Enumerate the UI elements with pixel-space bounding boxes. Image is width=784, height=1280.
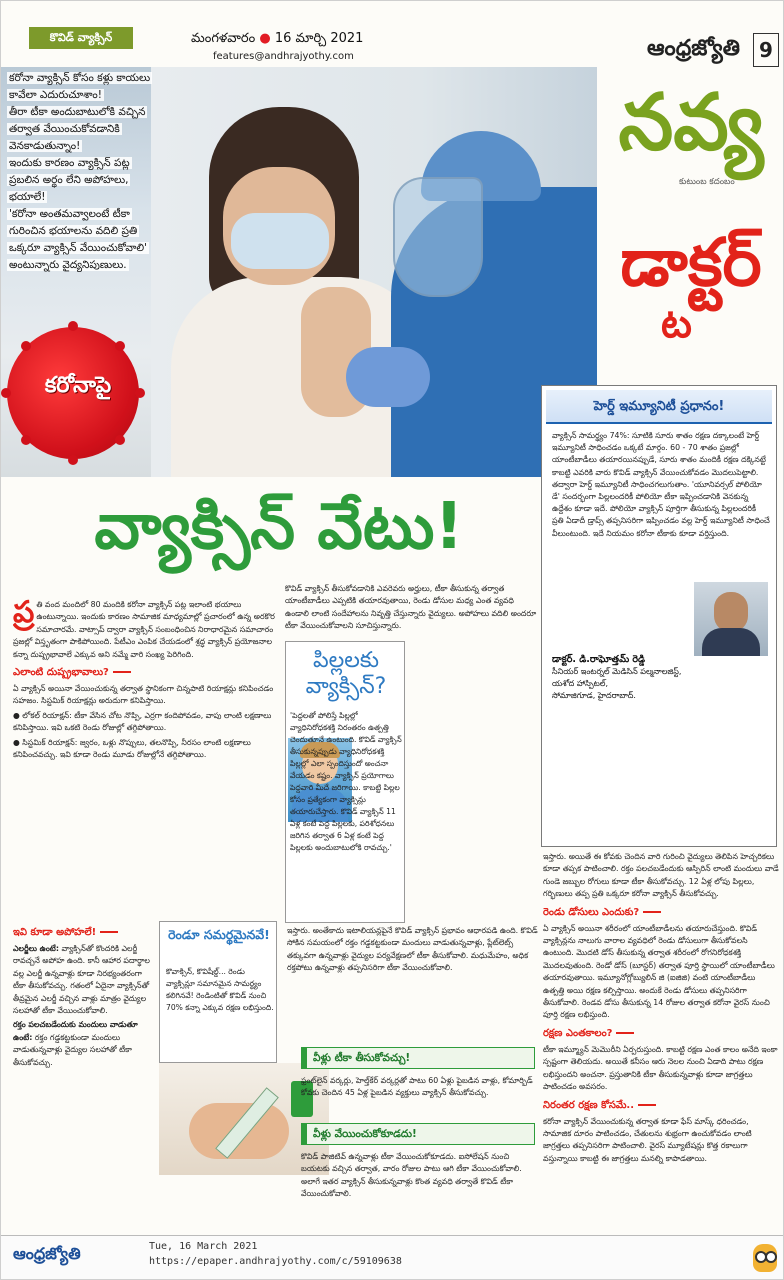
intro-left-text: తి వంద మందిలో 80 మందికి కరోనా వ్యాక్సిన్ పట్ల ఇలాంటి భయాలు ఉంటున్నాయి. ఇందుకు కారణం సామాజిక మాధ్యమాల్లో ప్రచారంలో ఉన్న అరకొర సమాచారమే. వాట్సాప్ ద్వారా వ్యాక్సిన్ సంబంధించిన నిరాధారమైన సమాచారం ప్రజల్లో విస్తృతంగా పాకిపోయింది. పేటీఎం ఎంపిక చేయడంలో శ్రద్ధ వ్యాక్సిన్ ప్రయోజనాల కన్నా దుష్ప్రభావాలే ఎక్కువ అని నమ్మే వారి సంఖ్య పెరిగింది. (13, 600, 275, 659)
allergy-title: ఎలర్జీలు ఉంటే: (13, 944, 59, 953)
kids-box-title: పిల్లలకు వ్యాక్సిన్? (305, 648, 387, 699)
author-role: సీనియర్ ఇంటర్నల్ మెడిసిన్ పల్మనాలజిస్ట్, (552, 667, 682, 676)
left-column: ప్ర తి వంద మందిలో 80 మందికి కరోనా వ్యాక్సిన్ పట్ల ఇలాంటి భయాలు ఉంటున్నాయి. ఇందుకు కారణం సామాజిక మాధ్యమాల్లో ప్రచారంలో ఉన్న అరకొర సమాచారమే. వాట్సాప్ ద్వారా వ్యాక్సిన్ సంబంధించిన నిరాధారమైన సమాచారం ప్రజల్లో విస్తృతంగా పాకిపోయింది. పేటీఎం ఎంపిక చేయడంలో శ్రద్ధ వ్యాక్సిన్ ప్రయోజనాల కన్నా దుష్ప్రభావాలే ఎక్కువ అని నమ్మే వారి సంఖ్య పెరిగింది. ఎలాంటి దుష్ప్రభావాలు? ఏ వ్యాక్సిన్ అయినా వేయించుకున్న తర్వాత స్థానికంగా చిన్నపాటి రియాక్షన్లు కనిపించడం సహజం. సిస్టమిక్ రియాక్షన్లు అరుదుగా కనిపిస్తాయి. ● లోకల్ రియాక్షన్: టీకా వేసిన చోట నొప్పి, ఎర్రగా కందిపోవడం, వాపు లాంటి లక్షణాలు కనిపిస్తాయి. ఇవి ఒకటి రెండు రోజుల్లో తగ్గిపోతాయి. ● సిస్టమిక్ రియాక్షన్: జ్వరం, ఒళ్లు నొప్పులు, తలనొప్పి, నీరసం లాంటి లక్షణాలు కనిపించవచ్చు. ఇవి కూడా రెండు మూడు రోజుల్లోనే తగ్గిపోతాయి. (13, 599, 281, 917)
subhead-protection: రక్షణ ఎంతకాలం? (543, 1026, 779, 1042)
vaccines-equal-title: రెండూ సమర్థమైనవే! (168, 927, 270, 942)
kids-vaccine-box (285, 641, 405, 923)
hero-line: భయాలే! (9, 191, 46, 203)
bullet-icon: ● (259, 31, 271, 46)
virus-label: కరోనాపై (44, 373, 112, 398)
subhead-continuous: నిరంతర రక్షణ కోసమే.. (543, 1098, 779, 1114)
footer-date: Tue, 16 March 2021 (149, 1241, 258, 1252)
section-tag: కొవిడ్ వ్యాక్సిన్ (29, 27, 133, 49)
footer-bar (1, 1235, 784, 1280)
hero-line: ప్రబలిన అర్థం లేని అపోహలు, (9, 174, 129, 186)
subhead-reactions: ఎలాంటి దుష్ప్రభావాలు? (13, 665, 281, 681)
continuous-text: కరోనా వ్యాక్సిన్ వేయించుకున్న తర్వాత కూడా ఫేస్ మాస్క్ ధరించడం, సామాజిక దూరం పాటించడం, చేతులను శుభ్రంగా ఉంచుకోవడం లాంటి జాగ్రత్తలు తప్పనిసరిగా పాటించాలి. వైరస్ మ్యూటేషన్లు కొత్త రకాలుగా వస్తున్నాయి కాబట్టి ఈ జాగ్రత్తలు మనల్ని కాపాడతాయి. (543, 1116, 752, 1163)
middle-text: ఇస్తారు. అంతేకాదు ఇటాలియన్లపైనే కొవిడ్ వ్యాక్సిన్ ప్రభావం ఆధారపడి ఉంది. కొవిడ్ సోకిన సమయంలో రక్తం గడ్డకట్టకుండా మందులు వాడుతున్నవాళ్లు, ప్లేట్‌లెట్స్ తక్కువగా ఉన్నవాళ్లు వైద్యుల పర్యవేక్షణలో టీకా తీసుకోవాలి. మధుమేహం, అధిక రక్తపోటు ఉన్నవాళ్లు తప్పనిసరిగా టీకా వేయించుకోవాలి. (287, 926, 538, 973)
kids-box-body: 'పెద్దలతో పోలిస్తే పిల్లల్లో వ్యాధినిరోధకశక్తి నిరంతరం ఉత్పత్తి చెందుతూనే ఉంటుంది. కొవిడ్ వ్యాక్సిన్ తీసుకున్నప్పుడు వ్యాధినిరోధకశక్తి పిల్లల్లో ఎలా స్పందిస్తుందో అంచనా వేయడం కష్టం. వ్యాక్సిన్ ప్రయోగాలు పెద్దవారి మీదే జరిగాయి. కాబట్టి పిల్లల కోసం ప్రత్యేకంగా వ్యాక్సిన్లు తయారుచేస్తారు. కొవిడ్ వ్యాక్సిన్ 11 ఏళ్ల కంటే పెద్ద పిల్లలకు, పరిశోధనలు జరిగిన తర్వాత 6 ఏళ్ల కంటే పెద్ద పిల్లలకు అందుబాటులోకి రావచ్చు.' (290, 711, 402, 852)
bp-text: రక్తం గడ్డకట్టకుండా మందులు వాడుతున్నవాళ్లు వైద్యుల సలహాతో టీకా తీసుకోవచ్చు. (13, 1032, 132, 1067)
section-subtitle: కుటుంబ కదంబం (679, 177, 735, 187)
bp-title: రక్తం పలచబడేందుకు మందులు వాడుతూ ఉంటే: (13, 1020, 138, 1042)
who-can-text: ఫ్రంట్‌లైన్ వర్కర్లు, హెల్త్‌కేర్ వర్కర్లతో పాటు 60 ఏళ్లు పైబడిన వాళ్లు, కోమార్బిడ్ కోవకు చెందిన 45 ఏళ్ల పైబడిన వ్యక్తులు వ్యాక్సిన్ తీసుకోవచ్చు. (301, 1076, 533, 1098)
hero-line: ఒక్కరూ వ్యాక్సిన్ వేయించుకోవాలి' (9, 242, 148, 254)
local-reaction-text: లోకల్ రియాక్షన్: టీకా వేసిన చోట నొప్పి, ఎర్రగా కందిపోవడం, వాపు లాంటి లక్షణాలు కనిపిస్తాయి. ఇవి ఒకటి రెండు రోజుల్లో తగ్గిపోతాయి. (13, 710, 272, 733)
date-label: 16 మార్చి 2021 (274, 31, 364, 46)
footer-url[interactable]: https://epaper.andhrajyothy.com/c/59109638 (149, 1256, 402, 1267)
dropcap: ప్ర (13, 599, 35, 630)
hero-line: ఇందుకు కారణం వ్యాక్సిన్ పట్ల (9, 157, 130, 169)
author-credit (552, 654, 772, 702)
email-link[interactable]: features@andhrajyothy.com (213, 51, 354, 62)
who-can-column (301, 1075, 535, 1121)
hero-line: వెనకాడుతున్నాం! (9, 140, 81, 152)
owl-icon (753, 1244, 777, 1272)
section-title-doctor: డాక్టర్ (620, 224, 762, 301)
two-doses-text: ఏ వ్యాక్సిన్ అయినా శరీరంలో యాంటీబాడీలను తయారుచేస్తుంది. కొవిడ్ వ్యాక్సిన్లను నాలుగు వారాల వ్యవధిలో రెండు డోసులుగా తీసుకోవలసి ఉంటుంది. మొదటి డోస్ తీసుకున్న తర్వాత శరీరంలో రోగనిరోధకశక్తి మొదలవుతుంది. రెండో డోస్ (బూస్టర్) తర్వాత పూర్తి స్థాయిలో యాంటీబాడీలు తయారవుతాయి. ఇమ్యూనోగ్లోబ్యులిన్ జి (ఐజిజి) వంటి యాంటీబాడీలు ఉత్పత్తి అయి రక్షణ కల్పిస్తాయి. అందుకే రెండు డోసులు తప్పనిసరిగా తీసుకోవాలి. రెండవ డోసు తీసుకున్న 14 రోజుల తర్వాత కరోనా వైరస్ నుంచి పూర్తి రక్షణ లభిస్తుంది. (543, 923, 775, 1020)
footer-logo[interactable]: ఆంధ్రజ్యోతి (13, 1244, 81, 1263)
day-label: మంగళవారం (191, 31, 256, 46)
systemic-reaction-text: సిస్టమిక్ రియాక్షన్: జ్వరం, ఒళ్లు నొప్పులు, తలనొప్పి, నీరసం లాంటి లక్షణాలు కనిపించవచ్చు. ఇవి కూడా రెండు మూడు రోజుల్లోనే తగ్గిపోతాయి. (13, 737, 251, 760)
masthead-logo: ఆంధ్రజ్యోతి (647, 35, 740, 61)
protection-text: టీకా ఇమ్మ్యూన్ మెమొరీని ఏర్పరుస్తుంది. కాబట్టి రక్షణ ఎంత కాలం అనేది ఇంకా స్పష్టంగా తెలియదు. అయితే కనీసం ఆరు నెలల నుంచి ఏడాది పాటు రక్షణ లభిస్తుందని అంచనా. ప్రస్తుతానికి టీకా తీసుకున్నవాళ్లు కూడా జాగ్రత్తలు పాటించడం అవసరం. (543, 1044, 778, 1092)
hero-line: తర్వాత వేయించుకోవడానికి (9, 123, 120, 135)
who-cannot-column (301, 1151, 535, 1233)
portrait-face (714, 592, 748, 632)
hero-line: గురించిన భయాలను వదిలి ప్రతి (9, 225, 138, 237)
section-title-navya: నవ్య (618, 77, 764, 168)
herd-box-body: వ్యాక్సిన్ సామర్థ్యం 74%: సూటికి సూరు శాతం రక్షణ దక్కాలంటే హెర్డ్ ఇమ్యూనిటీ సాధించడం ఒక్కటే మార్గం. 60 - 70 శాతం ప్రజల్లో యాంటీబాడీలు తయారయినప్పుడే, సూరు శాతం మందికీ రక్షణ దక్కినట్టే కాబట్టి ఎవరికి వారు కొవిడ్ వ్యాక్సిన్ వేయించుకోవడం మొదలుపెట్టాలి. తద్వారా హెర్డ్ ఇమ్యూనిటీ సాధించగలుగుతాం. 'యూనివర్సల్ పోలియో డే' సందర్భంగా పిల్లలందరికీ పోలియో టీకా ఇప్పించడానికి వెనకున్న ఉద్దేశం కూడా ఇదే. పోలియో వ్యాక్సిన్ పూర్తిగా తీసుకున్న పిల్లలందరికీ ప్రతి ఏడాదీ డ్రాప్స్ తప్పనిసరిగా ఇప్పించడం వల్ల హెర్డ్ ఇమ్యూనిటీ సాధించే వీలుంటుంది. ఇదే నియమం కరోనా టీకాకు కూడా వర్తిస్తుంది. (552, 431, 770, 538)
hero-line: కరోనా వ్యాక్సిన్ కోసం కళ్లు కాయలు (9, 72, 151, 84)
right-column (543, 851, 779, 1233)
subhead-two-doses: రెండు డోసులు ఎందుకు? (543, 905, 779, 921)
photo-face-shield (393, 177, 483, 297)
photo-glove (346, 347, 430, 407)
date-line (191, 31, 363, 49)
allergy-text: వ్యాక్సిన్‌తో కొందరికి ఎలర్జీ రావచ్చనే అపోహ ఉంది. కానీ ఆహార పదార్థాల వల్ల ఎలర్జీ ఉన్నవాళ్లు కూడా నిరభ్యంతరంగా టీకా తీసుకోవచ్చు. గతంలో ఏదైనా వ్యాక్సిన్‌తో తీవ్రమైన ఎలర్జీ వచ్చిన వాళ్లు మాత్రం వైద్యుల సలహాతో టీకా వేయించుకోవాలి. (13, 944, 150, 1016)
page-number: 9 (753, 33, 779, 67)
doctor-portrait (694, 582, 768, 656)
intro-text: కొవిడ్ వ్యాక్సిన్ తీసుకోవడానికి ఎవరెవరు అర్హులు, టీకా తీసుకున్న తర్వాత యాంటీబాడీలు ఎప్పటికి తయారవుతాయి, రెండు డోసుల మధ్య ఎంత వ్యవధి ఉండాలి లాంటి సందేహాలను నివృత్తి చేస్తున్నారు వైద్యులు. అపోహలు వదిలి అందరూ టీకా వేయించుకోవాలని సూచిస్తున్నారు. (285, 584, 537, 631)
who-cannot-text: కొవిడ్ పాజిటివ్ ఉన్నవాళ్లు టీకా వేయించుకోకూడదు. ఐసోలేషన్ నుంచి బయటకు వచ్చిన తర్వాత, వారం రోజుల పాటు ఆగి టీకా వేయించుకోవాలి. అలాగే ఇతర వ్యాక్సిన్ తీసుకున్నవాళ్లు కొంత వ్యవధి తర్వాతే కొవిడ్ టీకా వేయించుకోవాలి. (301, 1152, 522, 1199)
hero-caption (7, 71, 207, 275)
subhead-myths: ఇవి కూడా అపోహలే! (13, 925, 157, 941)
left-column-lower (13, 921, 157, 1231)
right-top-text: ఇస్తారు. అయితే ఈ కోవకు చెందిన వారి గురించి వైద్యులు తెలిపిన హెచ్చరికలు కూడా తప్పక పాటించాలి. రక్తం పలచబడేందుకు ఆస్పిరిన్ లాంటి మందులు వాడే గుండె జబ్బుల రోగులు కూడా టీకా తీసుకోవచ్చు. 12 ఏళ్ల లోపు పిల్లలు, గర్భిణులు తప్ప ప్రతి ఒక్కరూ కరోనా వ్యాక్సిన్ తీసుకోవచ్చు. (543, 852, 779, 899)
author-location: సోమాజిగూడ, హైదరాబాద్. (552, 691, 636, 700)
author-hospital: యశోద హాస్పిటల్, (552, 679, 609, 688)
hero-line: కావేలా ఎదురుచూశాం! (9, 89, 102, 101)
author-name: డాక్టర్. డి.రాఘోత్తమ్ రెడ్డి (552, 654, 646, 665)
who-cannot-title: వీళ్లు వేయించుకోకూడదు! (301, 1123, 535, 1145)
intro-paragraph (285, 583, 537, 639)
herd-box-title: హెర్డ్ ఇమ్యూనిటీ ప్రధానం! (546, 390, 772, 424)
vaccines-equal-box (159, 921, 277, 1063)
middle-column (287, 925, 539, 1041)
herd-immunity-box (541, 385, 777, 847)
reactions-text: ఏ వ్యాక్సిన్ అయినా వేయించుకున్న తర్వాత స్థానికంగా చిన్నపాటి రియాక్షన్లు కనిపించడం సహజం. సిస్టమిక్ రియాక్షన్లు అరుదుగా కనిపిస్తాయి. (13, 684, 274, 706)
hero-line: అంటున్నారు వైద్యనిపుణులు. (9, 259, 127, 271)
who-can-title: వీళ్లు టీకా తీసుకోవచ్చు! (301, 1047, 535, 1069)
photo-woman-mask (231, 213, 329, 269)
hero-line: తీరా టీకా అందుబాటులోకి వచ్చిన (9, 106, 146, 118)
hero-line: 'కరోనా అంతమవ్వాలంటే టీకా (9, 208, 130, 220)
section-title-doctor-tail: ట (661, 301, 692, 347)
vaccines-equal-body: కొవాక్సిన్, కొవిషీల్డ్... రెండు వ్యాక్సిన్లూ సమానమైన సామర్థ్యం కలిగినవే! రెండింటితో కొవిడ్ నుంచి 70% కన్నా ఎక్కువ రక్షణ లభిస్తుంది. (166, 967, 274, 1012)
portrait-suit (702, 628, 760, 656)
main-headline: వ్యాక్సిన్ వేటు! (94, 490, 464, 564)
